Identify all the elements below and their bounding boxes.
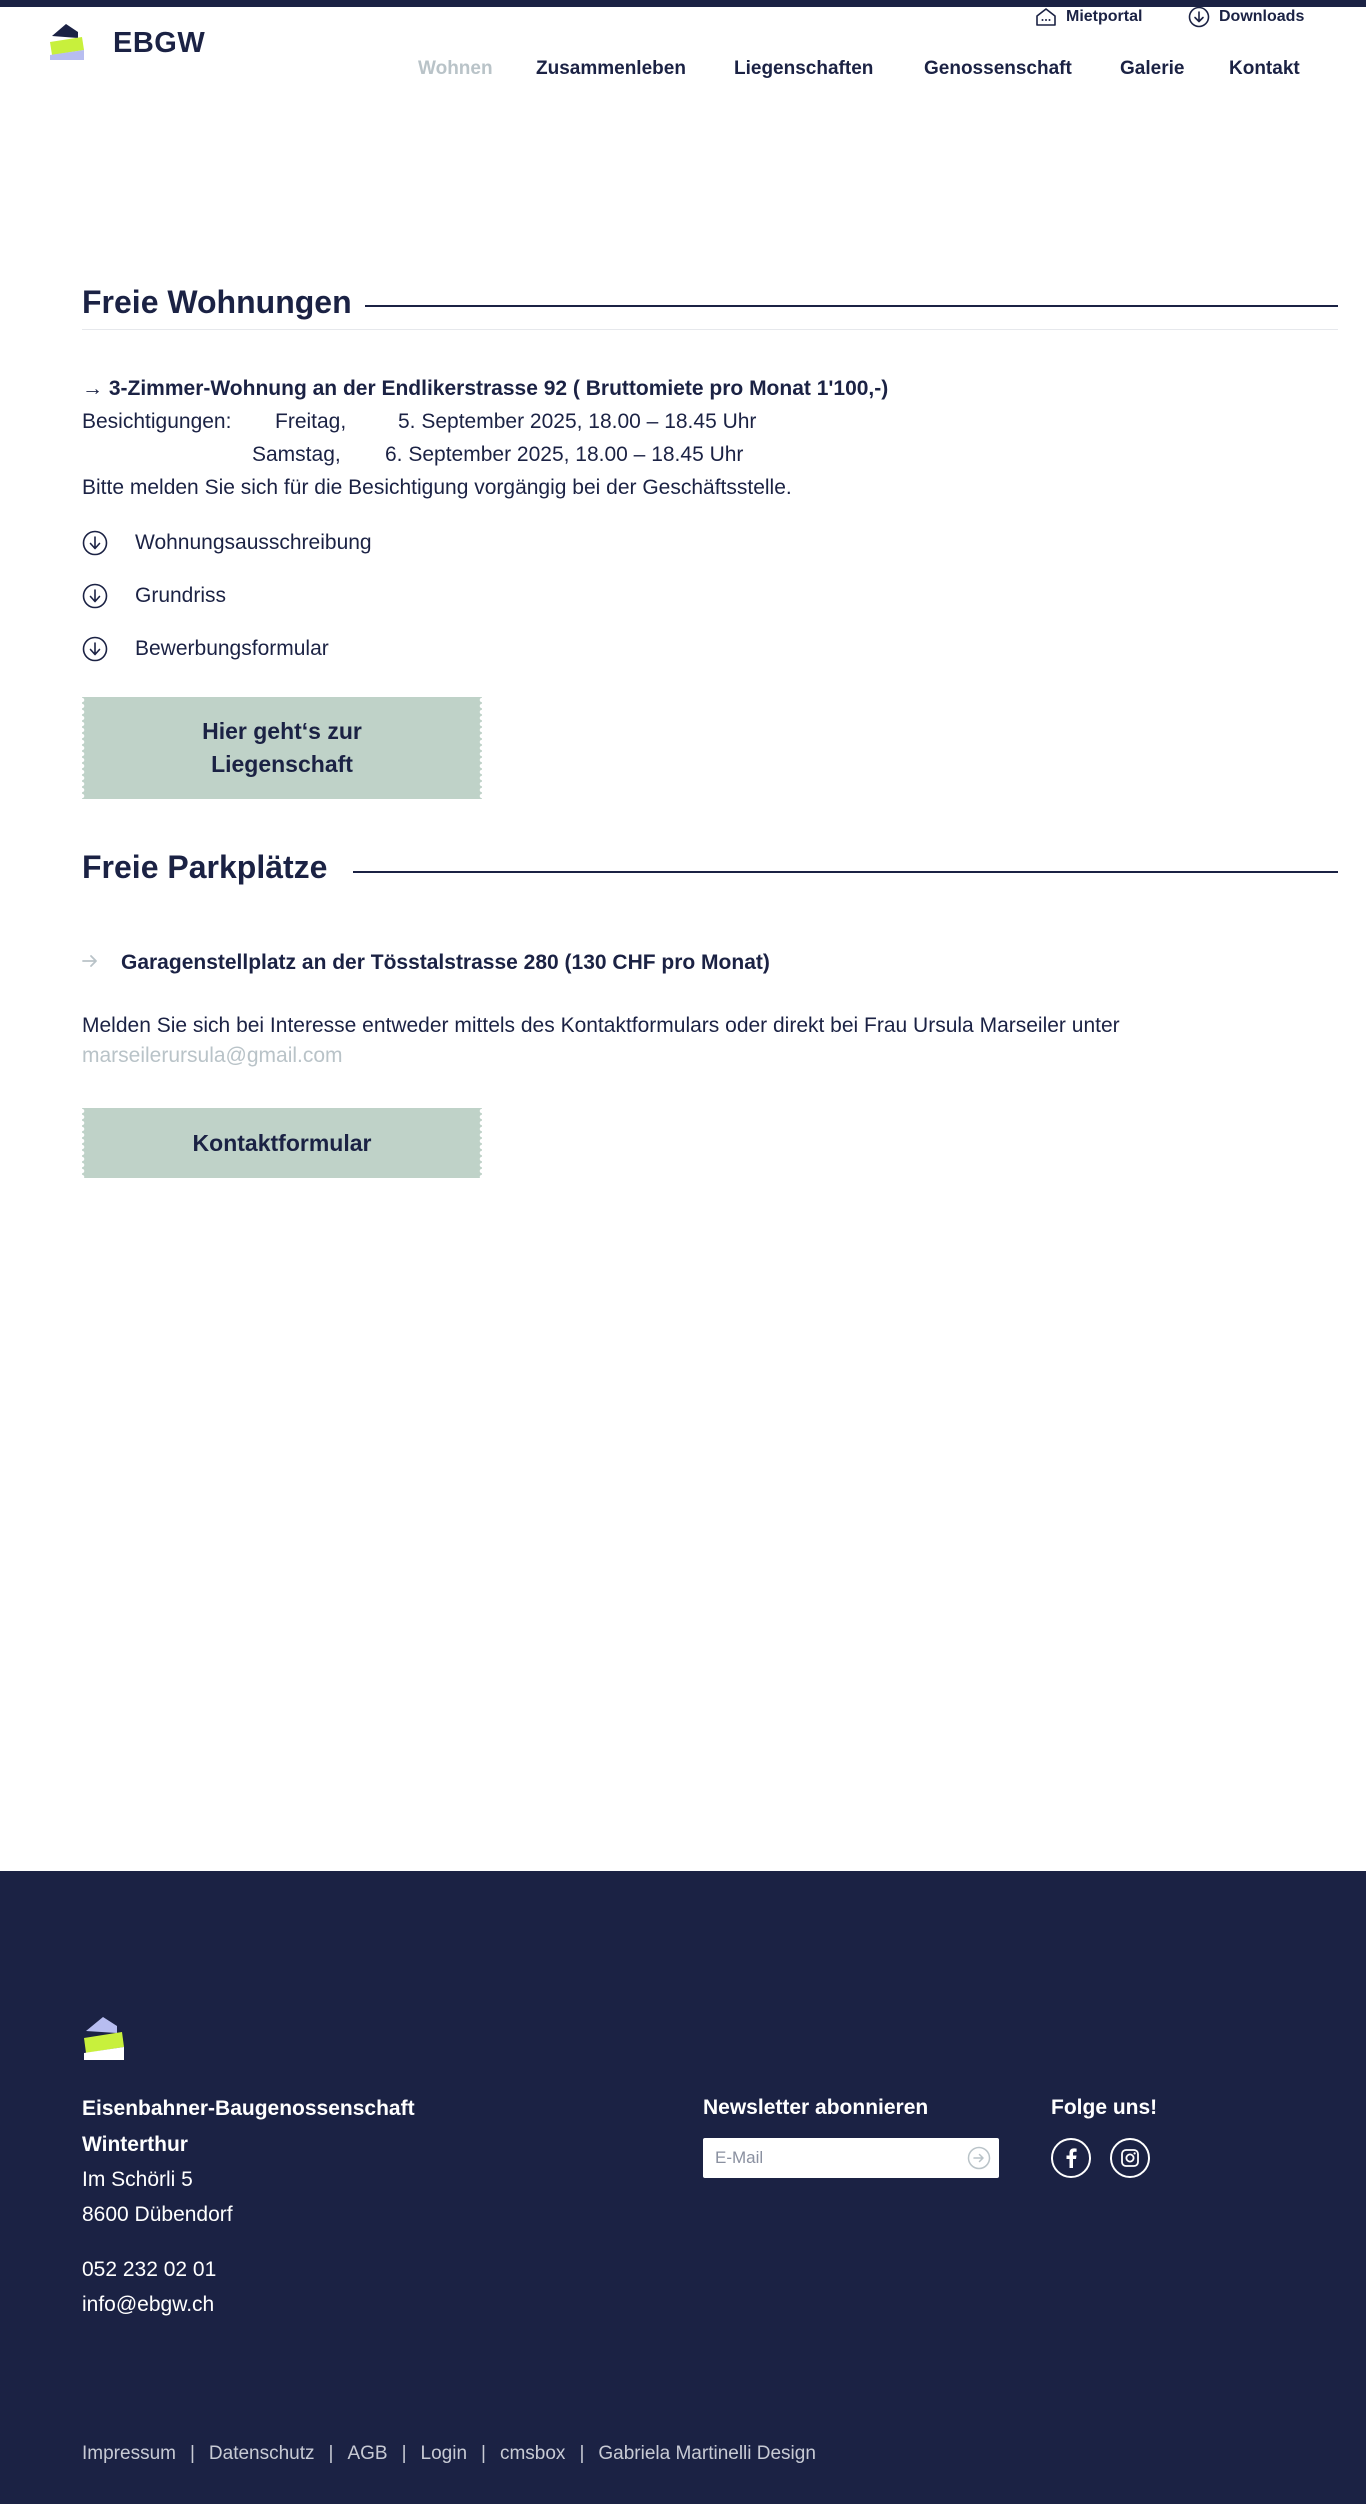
viewing-1-day: Freitag, — [275, 410, 347, 433]
impressum-link[interactable]: Impressum — [82, 2443, 176, 2464]
apartment-listing-title: → 3-Zimmer-Wohnung an der Endlikerstrasse 92 ( Bruttomiete pro Monat 1'100,-) — [82, 377, 889, 400]
footer-email-link[interactable]: info@ebgw.ch — [82, 2293, 215, 2316]
house-icon — [1035, 7, 1057, 27]
separator: | — [481, 2443, 486, 2464]
house-logo-icon — [82, 2014, 126, 2062]
newsletter-title: Newsletter abonnieren — [703, 2096, 929, 2119]
section-title-apartments: Freie Wohnungen — [82, 284, 352, 320]
download-circle-icon — [1188, 6, 1210, 28]
mietportal-link[interactable] — [1035, 6, 1142, 28]
cmsbox-link[interactable]: cmsbox — [499, 2443, 566, 2464]
downloads-label: Downloads — [1219, 8, 1305, 25]
viewing-note: Bitte melden Sie sich für die Besichtigung vorgängig bei der Geschäftsstelle. — [82, 476, 792, 499]
download-label: Grundriss — [135, 584, 227, 607]
liegenschaft-button-line2: Liegenschaft — [211, 751, 353, 777]
nav-galerie[interactable]: Galerie — [1120, 58, 1185, 79]
newsletter-form — [703, 2138, 999, 2178]
social-title: Folge uns! — [1051, 2096, 1158, 2119]
separator: | — [328, 2443, 334, 2464]
section-title-parking: Freie Parkplätze — [82, 849, 328, 885]
viewing-2-date: 6. September 2025, 18.00 – 18.45 Uhr — [385, 443, 744, 466]
download-circle-icon — [82, 636, 108, 662]
viewings-label: Besichtigungen: — [82, 410, 232, 433]
viewing-2-day: Samstag, — [252, 443, 341, 466]
newsletter-email-input[interactable] — [715, 2148, 955, 2168]
footer-org-line1: Eisenbahner-Baugenossenschaft — [82, 2097, 415, 2120]
facebook-icon — [1063, 2147, 1079, 2169]
facebook-link[interactable] — [1051, 2138, 1091, 2178]
nav-kontakt[interactable]: Kontakt — [1229, 58, 1300, 79]
download-grundriss[interactable] — [82, 583, 226, 609]
downloads-link[interactable] — [1188, 6, 1304, 28]
instagram-icon — [1120, 2148, 1140, 2168]
designer-link[interactable]: Gabriela Martinelli Design — [598, 2443, 816, 2464]
liegenschaft-button-line1: Hier geht‘s zur — [202, 718, 362, 744]
kontaktformular-button[interactable]: Kontaktformular — [82, 1108, 482, 1178]
datenschutz-link[interactable]: Datenschutz — [208, 2443, 315, 2464]
section-underline — [82, 329, 1338, 330]
login-link[interactable]: Login — [420, 2443, 468, 2464]
instagram-link[interactable] — [1110, 2138, 1150, 2178]
arrow-circle-icon[interactable] — [967, 2146, 991, 2170]
separator: | — [401, 2443, 407, 2464]
separator: | — [579, 2443, 585, 2464]
footer-street: Im Schörli 5 — [82, 2168, 193, 2191]
top-accent-bar — [0, 0, 1366, 7]
viewing-1-date: 5. September 2025, 18.00 – 18.45 Uhr — [398, 410, 757, 433]
nav-genossenschaft[interactable]: Genossenschaft — [924, 58, 1072, 79]
liegenschaft-button[interactable] — [82, 697, 482, 799]
separator: | — [189, 2443, 195, 2464]
parking-contact-text: Melden Sie sich bei Interesse entweder mittels des Kontaktformulars oder direkt bei Frau Ursula Marseiler unter — [82, 1014, 1120, 1037]
marseiler-email-link[interactable]: marseilerursula@gmail.com — [82, 1044, 343, 1067]
download-bewerbungsformular[interactable] — [82, 636, 329, 662]
mietportal-label: Mietportal — [1066, 8, 1143, 25]
section-divider — [353, 871, 1338, 873]
footer-phone-link[interactable]: 052 232 02 01 — [82, 2258, 217, 2281]
house-logo-icon[interactable] — [48, 22, 86, 62]
download-label: Bewerbungsformular — [135, 637, 329, 660]
download-label: Wohnungsausschreibung — [135, 531, 372, 554]
nav-wohnen[interactable]: Wohnen — [418, 58, 493, 79]
footer-city: 8600 Dübendorf — [82, 2203, 233, 2226]
download-wohnungsausschreibung[interactable] — [82, 530, 372, 556]
legal-links — [82, 2443, 816, 2465]
nav-zusammenleben[interactable]: Zusammenleben — [536, 58, 686, 79]
nav-liegenschaften[interactable]: Liegenschaften — [734, 58, 874, 79]
download-circle-icon — [82, 583, 108, 609]
arrow-right-icon — [80, 952, 100, 970]
site-footer — [0, 1871, 1366, 2504]
agb-link[interactable]: AGB — [347, 2443, 388, 2464]
download-circle-icon — [82, 530, 108, 556]
brand-name[interactable]: EBGW — [113, 27, 206, 59]
footer-org-line2: Winterthur — [82, 2133, 188, 2156]
section-divider — [365, 305, 1338, 307]
parking-listing-title: Garagenstellplatz an der Tösstalstrasse 280 (130 CHF pro Monat) — [121, 951, 770, 974]
